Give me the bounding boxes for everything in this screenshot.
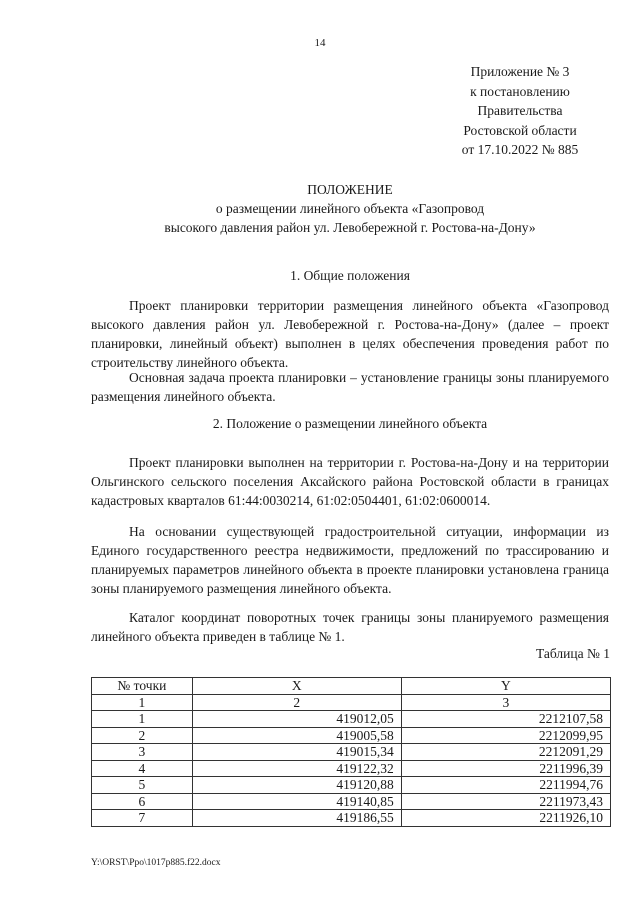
point-number: 5	[92, 777, 193, 794]
column-number: 3	[401, 694, 610, 711]
point-number: 4	[92, 760, 193, 777]
point-number: 7	[92, 810, 193, 827]
table-row	[92, 793, 611, 810]
table-row	[92, 711, 611, 728]
column-number-row	[92, 694, 611, 711]
coord-y: 2212107,58	[401, 711, 610, 728]
title-heading: ПОЛОЖЕНИЕ	[307, 182, 393, 197]
page-number: 14	[314, 37, 326, 49]
point-number: 6	[92, 793, 193, 810]
table-row	[92, 777, 611, 794]
table-row	[92, 760, 611, 777]
document-title	[80, 180, 620, 237]
paragraph: Каталог координат поворотных точек границы зоны планируемого размещения линейного объекта приведен в таблице № 1.	[91, 610, 609, 644]
coord-y: 2211973,43	[401, 793, 610, 810]
header-y: Y	[401, 678, 610, 695]
coord-y: 2211994,76	[401, 777, 610, 794]
table-row	[92, 727, 611, 744]
table-header-row	[92, 678, 611, 695]
title-line: высокого давления район ул. Левобережной г. Ростова-на-Дону»	[164, 220, 536, 235]
coord-x: 419140,85	[192, 793, 401, 810]
table-caption: Таблица № 1	[536, 646, 610, 661]
coordinates-table	[91, 677, 611, 827]
table-row	[92, 810, 611, 827]
file-path-footer: Y:\ORST\Ppo\1017p885.f22.docx	[91, 858, 221, 868]
coord-x: 419015,34	[192, 744, 401, 761]
paragraph: Проект планировки территории размещения линейного объекта «Газопровод высокого давления район ул. Левобережной г. Ростова-на-Дону» (далее – проект планировки, линейный объект) выполнен в целях обеспечения проведения работ по строительству линейного объекта.	[91, 298, 609, 370]
coord-y: 2212099,95	[401, 727, 610, 744]
section-heading-placement: 2. Положение о размещении линейного объекта	[212, 416, 488, 431]
point-number: 3	[92, 744, 193, 761]
point-number: 1	[92, 711, 193, 728]
coord-x: 419012,05	[192, 711, 401, 728]
column-number: 1	[92, 694, 193, 711]
appendix-line: Правительства	[477, 103, 563, 118]
point-number: 2	[92, 727, 193, 744]
coord-x: 419122,32	[192, 760, 401, 777]
table-row	[92, 744, 611, 761]
coord-y: 2212091,29	[401, 744, 610, 761]
appendix-line: от 17.10.2022 № 885	[461, 142, 579, 157]
appendix-block	[440, 62, 600, 160]
coord-x: 419186,55	[192, 810, 401, 827]
coord-y: 2211926,10	[401, 810, 610, 827]
header-point: № точки	[92, 678, 193, 695]
appendix-line: к постановлению	[470, 83, 570, 99]
coord-y: 2211996,39	[401, 760, 610, 777]
appendix-line: Приложение № 3	[470, 64, 570, 79]
section-heading-general: 1. Общие положения	[290, 268, 410, 283]
coord-x: 419120,88	[192, 777, 401, 794]
appendix-line: Ростовской области	[463, 122, 577, 138]
title-line: о размещении линейного объекта «Газопровод	[215, 201, 485, 216]
paragraph: На основании существующей градостроительной ситуации, информации из Единого государственного реестра недвижимости, предложений по трассированию и планируемых параметров линейного объекта в проекте планировки установлена граница зоны планируемого размещения линейного объекта.	[91, 524, 609, 596]
column-number: 2	[192, 694, 401, 711]
coord-x: 419005,58	[192, 727, 401, 744]
header-x: X	[192, 678, 401, 695]
paragraph: Основная задача проекта планировки – установление границы зоны планируемого размещения линейного объекта.	[91, 370, 609, 404]
paragraph: Проект планировки выполнен на территории г. Ростова-на-Дону и на территории Ольгинского сельского поселения Аксайского района Ростовской области в границах кадастровых кварталов 61:44:0030214, 61:02:0504401, 61:02:0600014.	[91, 455, 609, 508]
